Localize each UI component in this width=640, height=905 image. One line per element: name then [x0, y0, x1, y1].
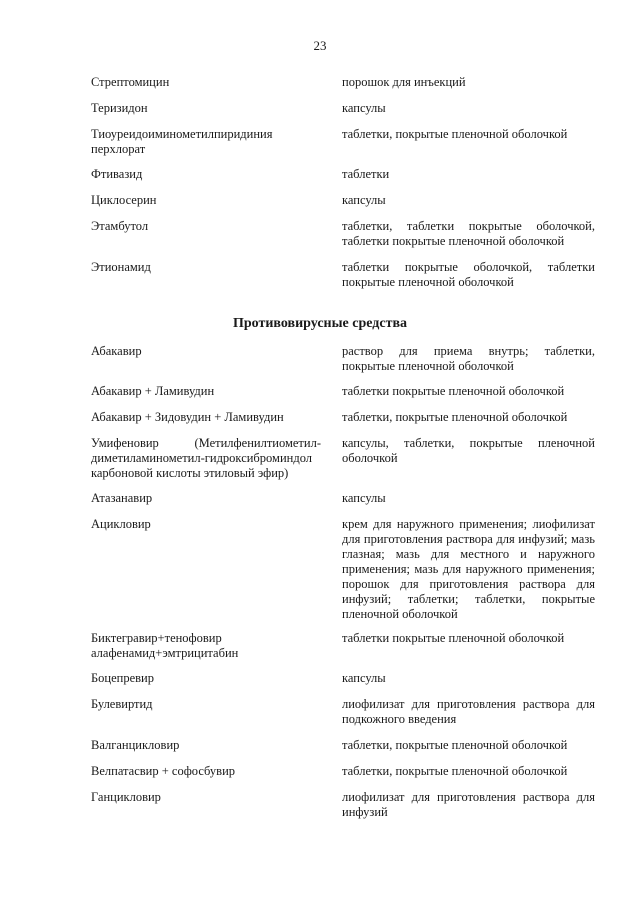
list-item — [91, 167, 595, 182]
list-item — [91, 491, 595, 506]
dosage-form: лиофилизат для приготовления раствора для подкожного введения — [342, 697, 595, 726]
drug-name: Абакавир + Зидовудин + Ламивудин — [91, 410, 284, 424]
dosage-form: капсулы — [342, 671, 386, 685]
list-item — [91, 75, 595, 90]
drug-name: Валганцикловир — [91, 738, 180, 752]
list-item — [91, 671, 595, 686]
dosage-form: таблетки, покрытые пленочной оболочкой — [342, 738, 568, 752]
drug-name: Умифеновир (Метилфенилтиометил-диметиламинометил-гидроксиброминдол карбоновой кислоты этиловый эфир) — [91, 436, 321, 480]
drug-name: Булевиртид — [91, 697, 153, 711]
drug-name: Биктегравир+тенофовир алафенамид+эмтрицитабин — [91, 631, 239, 660]
dosage-form: капсулы, таблетки, покрытые пленочной оболочкой — [342, 436, 595, 465]
drug-name: Абакавир — [91, 344, 142, 358]
drug-name: Велпатасвир + софосбувир — [91, 764, 236, 778]
list-item — [91, 260, 595, 290]
list-item — [91, 127, 595, 157]
drug-name: Ацикловир — [91, 517, 151, 531]
dosage-form: капсулы — [342, 193, 386, 207]
drug-name: Этионамид — [91, 260, 151, 274]
list-item — [91, 344, 595, 374]
dosage-form: таблетки покрытые пленочной оболочкой — [342, 384, 565, 398]
drug-name: Атазанавир — [91, 491, 153, 505]
dosage-form: капсулы — [342, 101, 386, 115]
drug-name: Стрептомицин — [91, 75, 170, 89]
list-item — [91, 436, 595, 481]
page-number: 23 — [313, 38, 327, 53]
dosage-form: крем для наружного применения; лиофилизат для приготовления раствора для инфузий; мазь глазная; мазь для местного и наружного применения; мазь для наружного применения; порошок для приготовления раствора для инфузий; таблетки; таблетки, покрытые пленочной оболочкой — [342, 517, 595, 621]
list-item — [91, 517, 595, 622]
list-item — [91, 219, 595, 249]
dosage-form: капсулы — [342, 491, 386, 505]
drug-name: Циклосерин — [91, 193, 157, 207]
drug-name: Ганцикловир — [91, 790, 161, 804]
list-item — [91, 764, 595, 779]
drug-name: Фтивазид — [91, 167, 143, 181]
dosage-form: раствор для приема внутрь; таблетки, покрытые пленочной оболочкой — [342, 344, 595, 373]
drug-name: Тиоуреидоиминометилпиридиния перхлорат — [91, 127, 273, 156]
list-item — [91, 790, 595, 820]
drug-name: Абакавир + Ламивудин — [91, 384, 215, 398]
drug-name: Боцепревир — [91, 671, 154, 685]
list-item — [91, 410, 595, 425]
dosage-form: таблетки, покрытые пленочной оболочкой — [342, 410, 568, 424]
list-item — [91, 697, 595, 727]
dosage-form: таблетки, таблетки покрытые оболочкой, таблетки покрытые пленочной оболочкой — [342, 219, 595, 248]
dosage-form: таблетки покрытые оболочкой, таблетки покрытые пленочной оболочкой — [342, 260, 595, 289]
dosage-form: таблетки — [342, 167, 390, 181]
list-item — [91, 101, 595, 116]
drug-name: Этамбутол — [91, 219, 149, 233]
drug-name: Теризидон — [91, 101, 148, 115]
list-item — [91, 384, 595, 399]
dosage-form: лиофилизат для приготовления раствора для инфузий — [342, 790, 595, 819]
list-item — [91, 631, 595, 661]
dosage-form: таблетки, покрытые пленочной оболочкой — [342, 764, 568, 778]
dosage-form: порошок для инъекций — [342, 75, 466, 89]
dosage-form: таблетки, покрытые пленочной оболочкой — [342, 127, 568, 141]
list-item — [91, 738, 595, 753]
section-title: Противовирусные средства — [232, 316, 408, 331]
dosage-form: таблетки покрытые пленочной оболочкой — [342, 631, 565, 645]
list-item — [91, 193, 595, 208]
